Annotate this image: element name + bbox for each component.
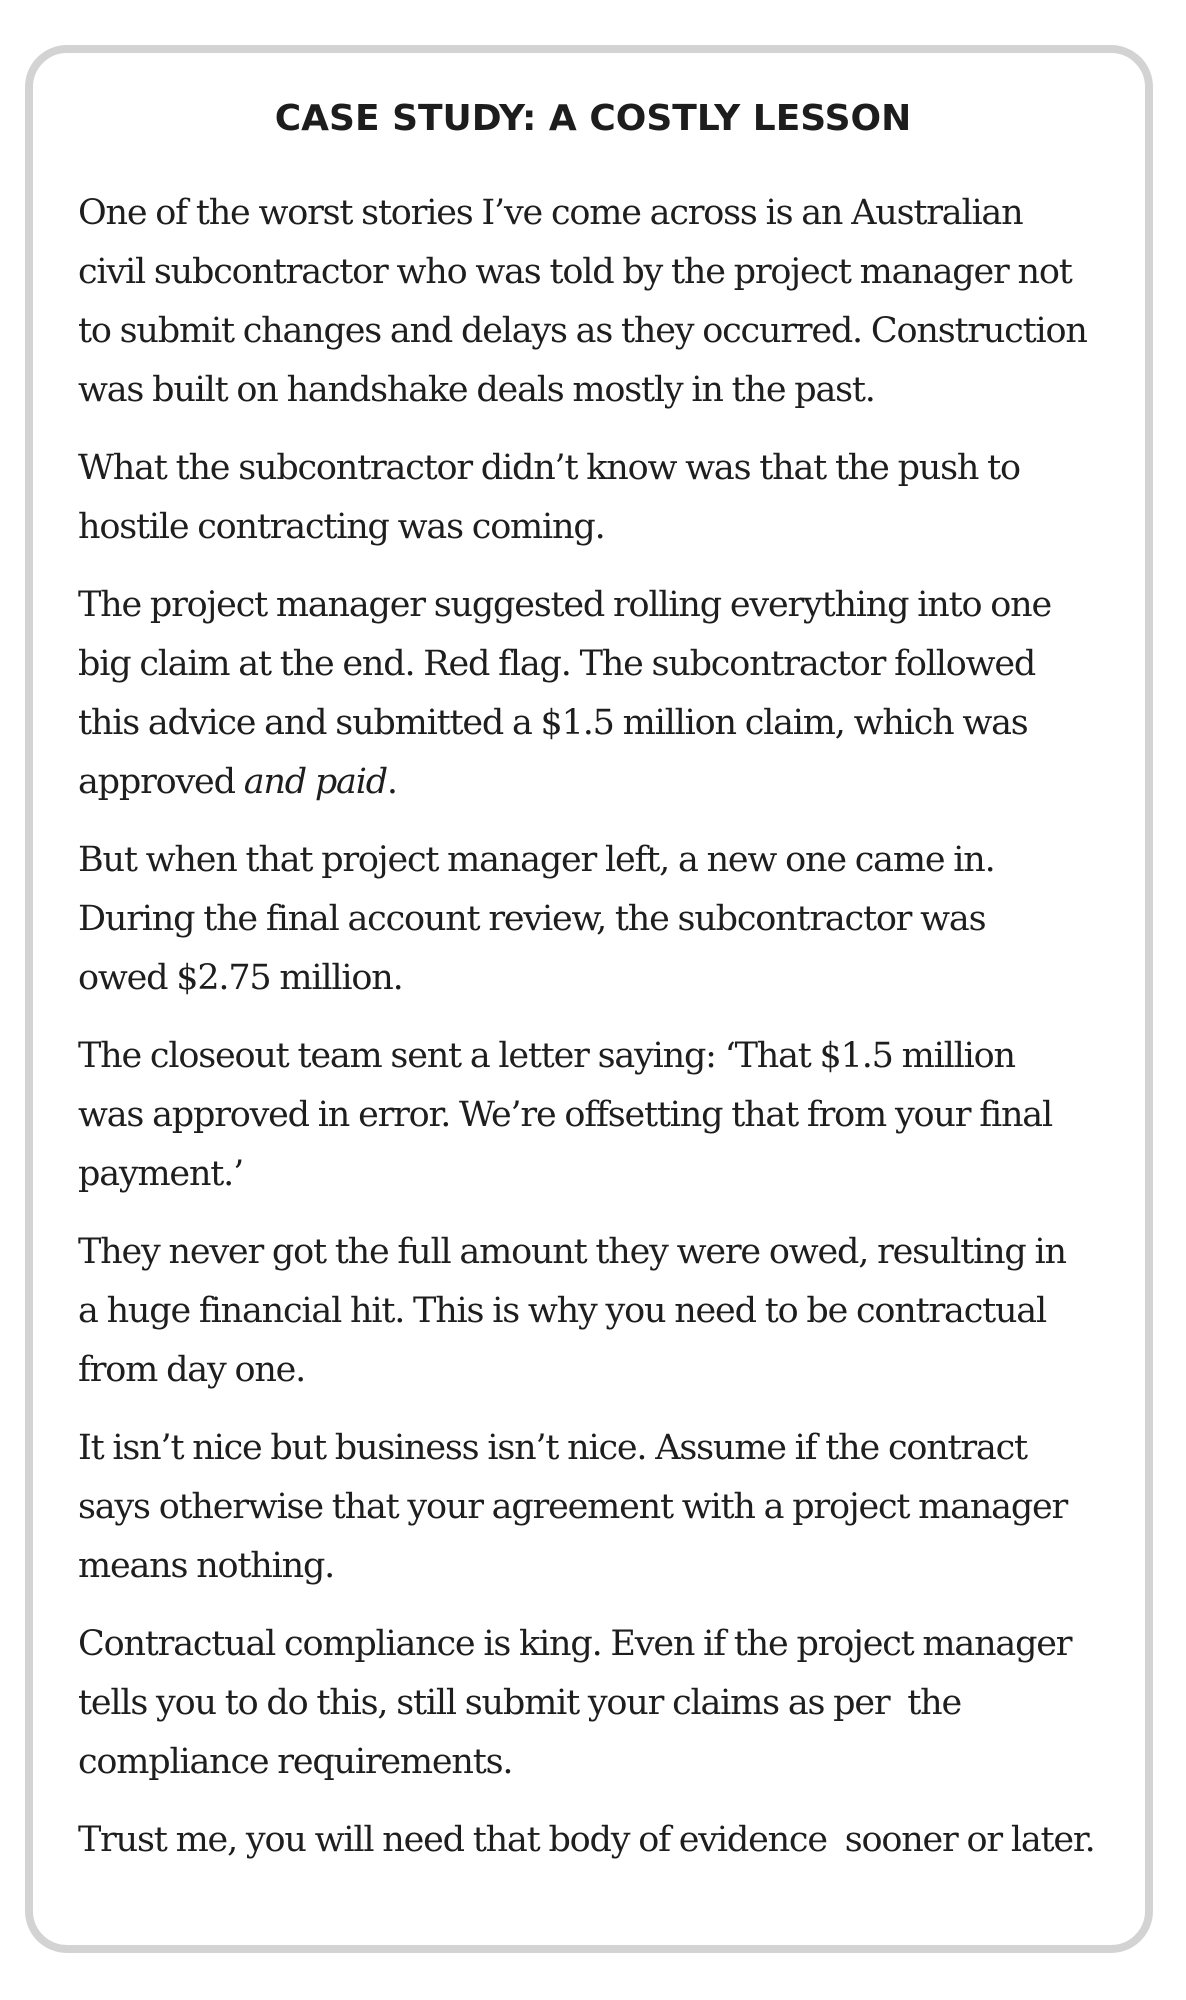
paragraph-line: was approved in error. We’re offsetting that from your final (78, 1095, 1052, 1135)
paragraph-line: payment.’ (78, 1154, 244, 1194)
paragraph-9 (78, 1811, 1138, 1870)
emphasized-text: and paid (243, 762, 387, 802)
paragraph-line: One of the worst stories I’ve come across is an Australian (78, 193, 1023, 233)
paragraph-line: this advice and submitted a $1.5 million claim, which was (78, 703, 1028, 743)
paragraph-line: was built on handshake deals mostly in the past. (78, 370, 875, 410)
paragraph-line: to submit changes and delays as they occurred. Construction (78, 311, 1087, 351)
paragraph-line: compliance requirements. (78, 1742, 513, 1782)
paragraph-line: They never got the full amount they were owed, resulting in (78, 1232, 1066, 1272)
paragraph-line: During the final account review, the subcontractor was (78, 899, 986, 939)
paragraph-line: a huge financial hit. This is why you need to be contractual (78, 1291, 1046, 1331)
case-study-title: CASE STUDY: A COSTLY LESSON (274, 98, 912, 139)
paragraph-line: The project manager suggested rolling everything into one (78, 585, 1051, 625)
paragraph-line: big claim at the end. Red flag. The subcontractor followed (78, 644, 1036, 684)
paragraph-line: The closeout team sent a letter saying: ‘That $1.5 million (78, 1036, 1015, 1076)
paragraph-line: owed $2.75 million. (78, 958, 403, 998)
paragraph-2 (78, 439, 1138, 557)
paragraph-6 (78, 1223, 1138, 1400)
paragraph-8 (78, 1615, 1138, 1792)
line-text: approved (78, 762, 244, 802)
paragraph-line (78, 753, 1138, 812)
paragraph-3 (78, 576, 1138, 812)
paragraph-5 (78, 1027, 1138, 1204)
paragraph-line: civil subcontractor who was told by the project manager not (78, 252, 1072, 292)
paragraph-line: Contractual compliance is king. Even if the project manager (78, 1624, 1072, 1664)
line-text: . (386, 762, 397, 802)
paragraph-line: But when that project manager left, a new one came in. (78, 840, 995, 880)
paragraph-7 (78, 1419, 1138, 1596)
paragraph-4 (78, 831, 1138, 1008)
case-study-body (78, 184, 1138, 1889)
paragraph-line: Trust me, you will need that body of evidence sooner or later. (78, 1820, 1095, 1860)
paragraph-line: What the subcontractor didn’t know was that the push to (78, 448, 1020, 488)
paragraph-line: hostile contracting was coming. (78, 507, 605, 547)
paragraph-line: means nothing. (78, 1546, 335, 1586)
paragraph-line: says otherwise that your agreement with a project manager (78, 1487, 1068, 1527)
paragraph-1 (78, 184, 1138, 420)
paragraph-line: It isn’t nice but business isn’t nice. Assume if the contract (78, 1428, 1027, 1468)
paragraph-line: from day one. (78, 1350, 306, 1390)
paragraph-line: tells you to do this, still submit your claims as per the (78, 1683, 962, 1723)
